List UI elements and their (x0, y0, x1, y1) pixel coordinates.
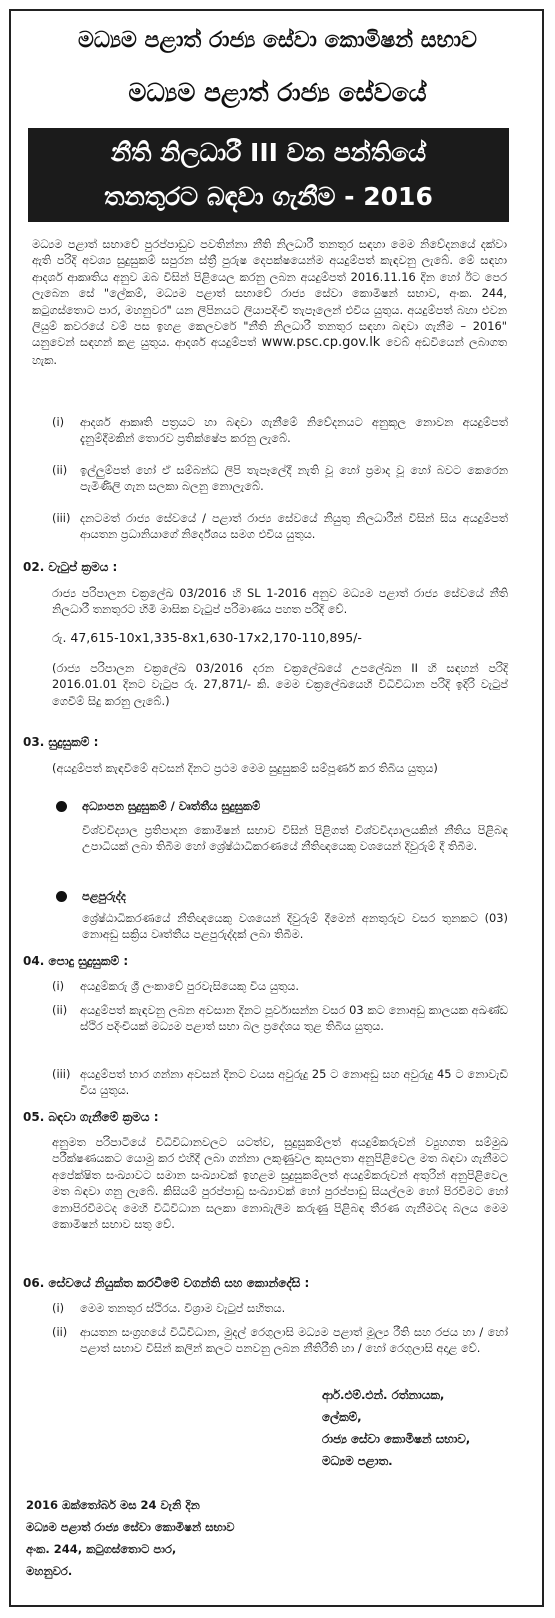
post-title-banner (28, 128, 509, 222)
banner-line-1: නීති නිලධාරී III වන පන්තියේ (110, 138, 427, 167)
salary-scale: රු. 47,615-10x1,335-8x1,630-17x2,170-110,895/- (52, 630, 362, 645)
item-number: (i) (52, 1301, 65, 1315)
issue-date-address (26, 1494, 346, 1582)
bullet-icon (56, 801, 67, 812)
intro-text: මධ්‍යම පළාත් සභාවේ පුරප්පාඩුව පවතින්නා නීති නිලධාරී තනතුර සඳහා මෙම නිවේදනයේ දක්වා ඇති පරිදි අවශ්‍ය සුදුසුකම් සපුරන ස්ත්‍රී පුරුෂ දෙපක්ෂයෙන්ම අයදුම්පත් කැඳවනු ලැබේ. මේ සඳහා ආදර්ශ ආකෘතිය අනුව ඔබ විසින් පිළියෙල කරනු ලබන අයදුම්පත් 2016.11.16 දින හෝ ඊට පෙර ලැබෙන සේ "ලේකම්, මධ්‍යම පළාත් සභාවේ රාජ්‍ය සේවා කොමිෂන් සභාව, අංක. 244, කටුගස්තොට පාර, මහනුවර" යන ලිපිනයට ලියාපදිංචි තැපෑලෙන් එවිය යුතුය. අයදුම්පත් බහා එවන ලියුම් කවරයේ වම් පස ඉහළ කෙලවරේ "නීති නිලධාරී තනතුර සඳහා බඳවා ගැනීම – 2016" යනුවෙන් සඳහන් කළ යුතුය. ආදර්ශ අයදුම්පත් (32, 237, 507, 350)
note-number: (i) (52, 415, 65, 429)
education-text: විශ්වවිද්‍යාල ප්‍රතිපාදන කොමිෂන් සභාව විසින් පිළිගත් විශ්වවිද්‍යාලයකින් නීතිය පිළිබඳ උපාධියක් ලබා තිබීම හෝ ශ්‍රේෂ්ඨාධිකරණයේ නීතිඥයෙකු වශයෙන් දිවුරුම් දී තිබීම. (82, 823, 508, 854)
item-text: ආයතන සංග්‍රහයේ විධිවිධාන, මුදල් රෙගුලාසි මධ්‍යම පළාත් මූල්‍ය රීති සහ රජය හා / හෝ පළාත් සභාව විසින් කලින් කලට පනවනු ලබන නීතිරීති හා / හෝ රෙගුලාසි අදාළ වේ. (80, 1325, 508, 1356)
qualifications-heading: 03. සුදුසුකම් : (23, 735, 99, 749)
website-link[interactable]: www.psc.cp.gov.lk (261, 335, 381, 351)
education-heading: අධ්‍යාපන සුදුසුකම් / වෘත්තීය සුදුසුකම් (82, 799, 261, 813)
terms-heading: 06. සේවයේ නියුක්ත කරවීමේ වගන්ති සහ කොන්දේසි : (23, 1276, 310, 1290)
bullet-icon (56, 891, 67, 902)
note-text: දනටමත් රාජ්‍ය සේවයේ / පළාත් රාජ්‍ය සේවයේ නියුතු නිලධාරීන් විසින් සිය අයදුම්පත් ආයතන ප්‍රධානියාගේ නිර්දේශය සමග එවිය යුතුය. (80, 511, 508, 542)
issuer-city: මහනුවර. (26, 1564, 73, 1578)
service-title: මධ්‍යම පළාත් රාජ්‍ය සේවයේ (128, 78, 427, 107)
issuer-address: අංක. 244, කටුගස්තොට පාර, (26, 1542, 177, 1556)
note-text: ආදර්ශ ආකෘති පත්‍රයට හා බඳවා ගැනීමේ නිවේදනයට අනුකූල නොවන අයදුම්පත් දැනුම්දීමකින් තොරව ප්‍රතික්ෂේප කරනු ලැබේ. (80, 415, 508, 446)
banner-line-2: තනතුරට බඳවා ගැනීම - 2016 (104, 182, 433, 211)
item-text: මෙම තනතුර ස්ථිරය. විශ්‍රාම වැටුප් සහිතය. (80, 1301, 286, 1315)
item-number: (iii) (52, 1067, 71, 1081)
note-text: ඉල්ලුම්පත් හෝ ඒ සම්බන්ධ ලිපි තැපෑලේදී නැති වූ හෝ ප්‍රමාද වූ හෝ බවට කෙරෙන පැමිණිලි ගැන සලකා බලනු නොලැබේ. (80, 463, 508, 494)
note-number: (ii) (52, 463, 68, 477)
intro-paragraph (32, 236, 507, 368)
item-text: අයදුම්පත් කැඳවනු ලබන අවසාන දිනට පූර්වාසන්න වසර 03 කට නොඅඩු කාලයක අඛණ්ඩ ස්ථිර පදිංචියක් මධ්‍යම පළාත් සභා බල ප්‍රදේශය තුළ තිබිය යුතුය. (80, 1003, 508, 1034)
note-number: (iii) (52, 511, 71, 525)
issuer-office: මධ්‍යම පළාත් රාජ්‍ය සේවා කොමිෂන් සභාව (26, 1520, 235, 1534)
experience-text: ශ්‍රේෂ්ඨාධිකරණයේ නීතිඥයෙකු වශයෙන් දිවුරුම් දීමෙන් අනතුරුව වසර තුනකට (03) නොඅඩු සක්‍රිය වෘත්තීය පළපුරුද්දක් ලබා තිබීම. (82, 911, 508, 942)
signatory-province: මධ්‍යම පළාත. (322, 1454, 393, 1468)
item-number: (ii) (52, 1325, 68, 1339)
intro-text-end: වෙබ් අඩවියෙන් ලබාගත හැක. (32, 335, 507, 367)
signatory-name: ආර්.එම්.එන්. රත්නායක, (322, 1388, 445, 1402)
commission-title: මධ්‍යම පළාත් රාජ්‍ය සේවා කොමිෂන් සභාව (77, 28, 477, 53)
item-text: අයදුම්පත් භාර ගන්නා අවසන් දිනට වයස අවුරුදු 25 ට නොඅඩු සහ අවුරුදු 45 ට නොවැඩි විය යුතුය. (80, 1067, 508, 1098)
recruitment-method-text: අනුමත පරිපාටියේ විධිවිධානවලට යටත්ව, සුදුසුකම්ලත් අයදුම්කරුවන් ව්‍යුහගත සම්මුඛ පරීක්ෂණයකට යොමු කර එහිදී ලබා ගන්නා ලකුණුවල කුසලතා අනුපිළිවෙල මත බඳවා ගැනීමට අපේක්ෂිත සංඛ්‍යාවට සමාන සංඛ්‍යාවක් ඉහළම සුදුසුකම්ලත් අයදුම්කරුවන් අතුරින් අනුපිළිවෙල මත බඳවා ගනු ලැබේ. කිසියම් පුරප්පාඩු සංඛ්‍යාවක් හෝ පුරප්පාඩු සියල්ලම හෝ පිරවීමට හෝ නොපිරවීමටද මෙහි විධිවිධාන සලකා නොබැලීම කරුණු පිළිබඳ තීරණ ගැනීමටද බලය මෙම කොමිෂන් සභාව සතු වේ. (52, 1135, 508, 1232)
experience-heading: පළපුරුද්ද (82, 889, 126, 903)
item-text: අයදුම්කරු ශ්‍රී ලංකාවේ පුරවැසියෙකු විය යුතුය. (80, 979, 299, 993)
item-number: (ii) (52, 1003, 68, 1017)
signatory-title: ලේකම්, (322, 1410, 362, 1424)
recruitment-method-heading: 05. බඳවා ගැනීමේ ක්‍රමය : (23, 1110, 159, 1124)
signature-block (322, 1384, 522, 1472)
item-number: (i) (52, 979, 65, 993)
issue-date: 2016 ඔක්තෝබර් මස 24 වැනි දින (26, 1498, 200, 1512)
signatory-office: රාජ්‍ය සේවා කොමිෂන් සභාව, (322, 1432, 471, 1446)
salary-text: රාජ්‍ය පරිපාලන චක්‍රලේඛ 03/2016 හි SL 1-2016 අනුව මධ්‍යම පළාත් රාජ්‍ය සේවයේ නීති නිලධාරී තනතුරට හිමි මාසික වැටුප් පරිමාණය පහත පරිදි වේ. (52, 586, 508, 617)
salary-heading: 02. වැටුප් ක්‍රමය : (23, 560, 118, 574)
general-qualifications-heading: 04. පොදු සුදුසුකම් : (23, 954, 129, 968)
qualifications-intro: (අයදුම්පත් කැඳවීමේ අවසන් දිනට ප්‍රථම මෙම සුදුසුකම් සම්පූර්ණ කර තිබිය යුතුය) (52, 761, 438, 775)
salary-note: (රාජ්‍ය පරිපාලන චක්‍රලේඛ 03/2016 දරන චක්‍රලේඛයේ උපලේඛන II හි සඳහන් පරිදි 2016.01.01 දිනට වැටුප රු. 27,871/- කි. මෙම චක්‍රලේඛයෙහි විධිවිධාන පරිදි ඉදිරි වැටුප් ගෙවීම් සිදු කරනු ලැබේ.) (52, 661, 508, 708)
